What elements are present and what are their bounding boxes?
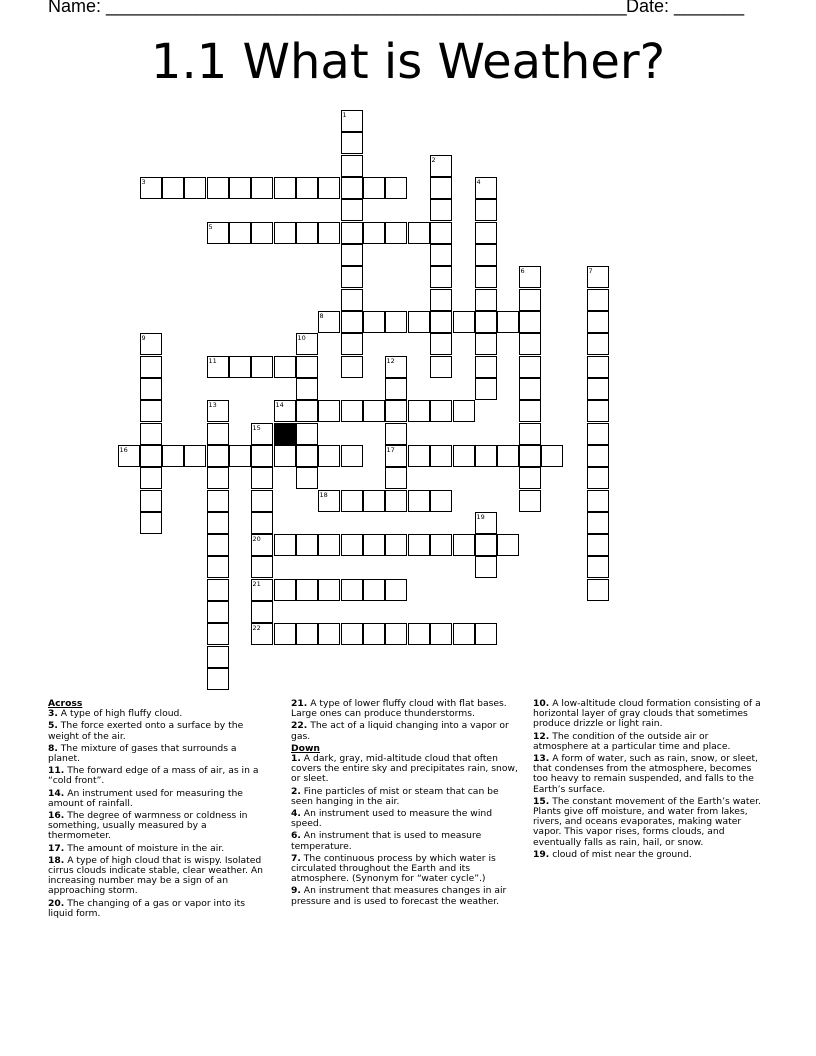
clue-item-text: The degree of warmness or coldness in something, usually measured by a thermometer. (48, 810, 248, 842)
crossword-cell[interactable] (587, 534, 609, 556)
crossword-cell[interactable] (408, 534, 430, 556)
crossword-cell[interactable] (587, 556, 609, 578)
crossword-cell[interactable] (385, 423, 407, 445)
crossword-cell[interactable] (162, 445, 184, 467)
clue-item (291, 886, 521, 906)
crossword-cell[interactable] (385, 445, 407, 467)
crossword-cell[interactable] (587, 289, 609, 311)
crossword-cell[interactable] (587, 467, 609, 489)
clue-item-text: An instrument that is used to measure temperature. (291, 830, 482, 852)
crossword-cell[interactable] (341, 110, 363, 132)
clue-item-text: The mixture of gases that surrounds a planet. (48, 742, 237, 765)
crossword-cell[interactable] (274, 623, 296, 645)
crossword-cell[interactable] (587, 311, 609, 333)
crossword-cell[interactable] (497, 311, 519, 333)
clue-item-number: 22. (291, 720, 308, 732)
clue-item-text: The force exerted onto a surface by the weight of the air. (48, 720, 244, 742)
crossword-cell[interactable] (296, 333, 318, 355)
crossword-cell[interactable] (296, 467, 318, 489)
clue-item-number: 12. (533, 730, 550, 742)
crossword-cell[interactable] (341, 579, 363, 601)
crossword-cell[interactable] (296, 378, 318, 400)
clue-item-text: A form of water, such as rain, snow, or sleet, that condenses from the atmosphere, becomes too heavy to remain suspended, and falls to the Earth’s surface. (533, 753, 758, 795)
crossword-cell[interactable] (341, 356, 363, 378)
crossword-cell[interactable] (251, 601, 273, 623)
crossword-cell[interactable] (341, 311, 363, 333)
crossword-cell[interactable] (587, 423, 609, 445)
crossword-cell[interactable] (341, 177, 363, 199)
clue-item-text: An instrument that measures changes in air pressure and is used to forecast the weather. (291, 885, 507, 907)
crossword-cell[interactable] (140, 356, 162, 378)
name-field-label[interactable]: Name: ____________________________________________________ (48, 0, 627, 16)
clue-item-number: 10. (533, 698, 550, 709)
crossword-cell[interactable] (475, 266, 497, 288)
crossword-cell[interactable] (475, 556, 497, 578)
crossword-cell[interactable] (430, 356, 452, 378)
clue-item (48, 856, 270, 897)
crossword-cell[interactable] (229, 445, 251, 467)
crossword-cell[interactable] (430, 490, 452, 512)
crossword-cell[interactable] (251, 490, 273, 512)
crossword-cell[interactable] (587, 378, 609, 400)
crossword-cell[interactable] (140, 400, 162, 422)
crossword-cell[interactable] (251, 534, 273, 556)
crossword-cell[interactable] (363, 311, 385, 333)
crossword-cell[interactable] (318, 400, 340, 422)
crossword-cell[interactable] (385, 400, 407, 422)
crossword-cell[interactable] (363, 623, 385, 645)
crossword-cell[interactable] (519, 423, 541, 445)
crossword-cell[interactable] (296, 579, 318, 601)
crossword-cell[interactable] (519, 490, 541, 512)
crossword-cell[interactable] (519, 311, 541, 333)
crossword-cell[interactable] (385, 579, 407, 601)
clue-item-text: The constant movement of the Earth’s water. Plants give off moisture, and water from lakes, rivers, and oceans evaporates, making water vapor. This vapor rises, forms clouds, and eventually falls as rain, hail, or snow. (533, 795, 761, 848)
crossword-cell[interactable] (453, 400, 475, 422)
crossword-cell[interactable] (475, 333, 497, 355)
clue-item-number: 20. (48, 897, 65, 909)
crossword-cell[interactable] (274, 579, 296, 601)
crossword-cell[interactable] (475, 378, 497, 400)
clues-column-3 (533, 699, 761, 862)
clue-number: 12 (386, 356, 395, 365)
crossword-cell[interactable] (341, 623, 363, 645)
clue-number: 17 (386, 445, 395, 454)
crossword-cell[interactable] (519, 445, 541, 467)
clue-item (48, 744, 270, 764)
clue-item-text: An instrument used for measuring the amount of rainfall. (48, 787, 243, 809)
crossword-cell[interactable] (140, 467, 162, 489)
crossword-cell[interactable] (475, 222, 497, 244)
crossword-cell[interactable] (274, 177, 296, 199)
clue-item-text: A low-altitude cloud formation consisting of a horizontal layer of gray clouds that sometimes produce drizzle or light rain. (533, 698, 761, 730)
crossword-cell[interactable] (453, 311, 475, 333)
clue-item-text: cloud of mist near the ground. (549, 848, 692, 860)
clue-item (533, 797, 761, 848)
crossword-cell[interactable] (207, 646, 229, 668)
crossword-cell[interactable] (363, 534, 385, 556)
clue-item (48, 899, 270, 919)
clue-item-number: 2. (291, 785, 301, 797)
clue-item-number: 18. (48, 854, 65, 866)
crossword-cell[interactable] (430, 155, 452, 177)
clue-item (291, 809, 521, 829)
crossword-cell[interactable] (430, 199, 452, 221)
crossword-cell[interactable] (318, 222, 340, 244)
crossword-cell[interactable] (251, 579, 273, 601)
clue-item-number: 21. (291, 698, 308, 709)
crossword-cell[interactable] (207, 534, 229, 556)
crossword-cell[interactable] (430, 266, 452, 288)
clue-item-number: 4. (291, 808, 301, 820)
crossword-cell[interactable] (519, 378, 541, 400)
clue-item-number: 5. (48, 720, 58, 732)
crossword-cell[interactable] (207, 400, 229, 422)
crossword-cell[interactable] (430, 289, 452, 311)
down-clue-list (291, 754, 521, 907)
crossword-cell[interactable] (430, 311, 452, 333)
crossword-cell[interactable] (519, 467, 541, 489)
crossword-cell[interactable] (318, 623, 340, 645)
clue-number: 13 (208, 400, 217, 409)
clue-number: 8 (319, 311, 324, 320)
crossword-cell[interactable] (296, 356, 318, 378)
clue-number: 1 (342, 110, 347, 119)
crossword-block (274, 423, 296, 445)
page-title: 1.1 What is Weather? (150, 34, 666, 90)
clue-number: 21 (252, 579, 261, 588)
crossword-cell[interactable] (341, 490, 363, 512)
crossword-cell[interactable] (385, 356, 407, 378)
clue-number: 19 (476, 512, 485, 521)
clue-item (48, 811, 270, 842)
crossword-cell[interactable] (140, 177, 162, 199)
clue-number: 16 (119, 445, 128, 454)
crossword-cell[interactable] (587, 333, 609, 355)
crossword-cell[interactable] (453, 623, 475, 645)
crossword-cell[interactable] (408, 623, 430, 645)
crossword-cell[interactable] (251, 623, 273, 645)
crossword-cell[interactable] (274, 356, 296, 378)
crossword-cell[interactable] (140, 512, 162, 534)
clue-item-number: 15. (533, 795, 550, 807)
clue-item-text: The amount of moisture in the air. (64, 842, 225, 854)
crossword-cell[interactable] (341, 333, 363, 355)
clue-item-text: Fine particles of mist or steam that can be seen hanging in the air. (291, 785, 499, 807)
crossword-cell[interactable] (519, 333, 541, 355)
crossword-cell[interactable] (475, 623, 497, 645)
crossword-cell[interactable] (207, 423, 229, 445)
clue-item-number: 11. (48, 765, 65, 777)
clue-number: 4 (476, 177, 481, 186)
crossword-cell[interactable] (318, 534, 340, 556)
crossword-cell[interactable] (408, 222, 430, 244)
clue-item (291, 699, 521, 719)
crossword-cell[interactable] (475, 177, 497, 199)
crossword-cell[interactable] (207, 356, 229, 378)
clue-item-text: The act of a liquid changing into a vapor or gas. (291, 720, 509, 742)
clue-item-text: A type of lower fluffy cloud with flat bases. Large ones can produce thunderstorms. (291, 698, 507, 720)
crossword-cell[interactable] (385, 534, 407, 556)
crossword-cell[interactable] (385, 378, 407, 400)
crossword-cell[interactable] (430, 623, 452, 645)
clue-item-number: 1. (291, 753, 301, 765)
crossword-cell[interactable] (587, 512, 609, 534)
clue-item-number: 3. (48, 708, 58, 720)
crossword-cell[interactable] (475, 199, 497, 221)
crossword-cell[interactable] (207, 668, 229, 690)
clue-item (533, 699, 761, 730)
crossword-cell[interactable] (363, 490, 385, 512)
crossword-cell[interactable] (207, 445, 229, 467)
crossword-cell[interactable] (341, 445, 363, 467)
crossword-cell[interactable] (296, 177, 318, 199)
crossword-cell[interactable] (184, 445, 206, 467)
crossword-cell[interactable] (274, 534, 296, 556)
down-clue-list-continued (533, 699, 761, 860)
clue-item (533, 754, 761, 795)
crossword-cell[interactable] (587, 490, 609, 512)
crossword-cell[interactable] (140, 445, 162, 467)
clue-number: 18 (319, 490, 328, 499)
crossword-cell[interactable] (341, 244, 363, 266)
crossword-cell[interactable] (497, 534, 519, 556)
crossword-cell[interactable] (341, 222, 363, 244)
crossword-cell[interactable] (475, 356, 497, 378)
clue-number: 11 (208, 356, 217, 365)
crossword-cell[interactable] (363, 579, 385, 601)
clue-number: 20 (252, 534, 261, 543)
crossword-cell[interactable] (229, 356, 251, 378)
date-field-label[interactable]: Date: _______ (626, 0, 745, 16)
clue-item-number: 8. (48, 742, 58, 754)
crossword-cell[interactable] (408, 400, 430, 422)
crossword-cell[interactable] (207, 556, 229, 578)
clue-item-number: 14. (48, 787, 65, 799)
clue-number: 5 (208, 222, 213, 231)
clue-number: 15 (252, 423, 261, 432)
clue-number: 22 (252, 623, 261, 632)
clue-item-number: 16. (48, 810, 65, 822)
crossword-cell[interactable] (251, 177, 273, 199)
clue-number: 2 (431, 155, 436, 164)
crossword-cell[interactable] (207, 579, 229, 601)
crossword-cell[interactable] (140, 423, 162, 445)
crossword-cell[interactable] (274, 445, 296, 467)
clue-item (291, 721, 521, 741)
crossword-cell[interactable] (341, 289, 363, 311)
clues-column-2 (291, 699, 521, 909)
crossword-cell[interactable] (385, 177, 407, 199)
crossword-cell[interactable] (207, 467, 229, 489)
crossword-cell[interactable] (207, 490, 229, 512)
crossword-cell[interactable] (251, 445, 273, 467)
crossword-cell[interactable] (519, 356, 541, 378)
clue-item (48, 721, 270, 741)
crossword-cell[interactable] (587, 356, 609, 378)
crossword-cell[interactable] (207, 177, 229, 199)
clue-item (48, 766, 270, 786)
crossword-cell[interactable] (229, 177, 251, 199)
clue-item-text: A dark, gray, mid-altitude cloud that often covers the entire sky and precipitates rain, snow, or sleet. (291, 753, 518, 785)
crossword-cell[interactable] (363, 400, 385, 422)
clue-item-number: 9. (291, 885, 301, 897)
crossword-cell[interactable] (184, 177, 206, 199)
crossword-cell[interactable] (140, 333, 162, 355)
crossword-cell[interactable] (140, 378, 162, 400)
crossword-cell[interactable] (385, 490, 407, 512)
crossword-cell[interactable] (140, 490, 162, 512)
crossword-cell[interactable] (408, 490, 430, 512)
clue-item-text: A type of high cloud that is wispy. Isolated cirrus clouds indicate stable, clear weather. An increasing number may be a sign of an approaching storm. (48, 854, 263, 897)
crossword-cell[interactable] (207, 222, 229, 244)
crossword-cell[interactable] (453, 445, 475, 467)
crossword-cell[interactable] (430, 400, 452, 422)
crossword-cell[interactable] (430, 333, 452, 355)
crossword-cell[interactable] (475, 445, 497, 467)
across-clue-list-continued (291, 699, 521, 742)
clue-item-text: The changing of a gas or vapor into its liquid form. (48, 897, 245, 919)
crossword-cell[interactable] (318, 579, 340, 601)
crossword-cell[interactable] (430, 222, 452, 244)
crossword-cell[interactable] (296, 400, 318, 422)
clue-number: 9 (141, 333, 146, 342)
clue-item-text: The continuous process by which water is circulated throughout the Earth and its atmosphere. (Synonym for “water cycle”.) (291, 852, 496, 885)
crossword-cell[interactable] (207, 623, 229, 645)
clue-item-text: A type of high fluffy cloud. (57, 708, 183, 720)
crossword-cell[interactable] (318, 311, 340, 333)
crossword-cell[interactable] (296, 534, 318, 556)
crossword-cell[interactable] (251, 556, 273, 578)
crossword-cell[interactable] (497, 445, 519, 467)
crossword-cell[interactable] (341, 155, 363, 177)
crossword-cell[interactable] (385, 311, 407, 333)
clue-number: 6 (520, 266, 525, 275)
crossword-cell[interactable] (341, 199, 363, 221)
clue-item (533, 850, 761, 860)
crossword-cell[interactable] (274, 400, 296, 422)
crossword-cell[interactable] (251, 423, 273, 445)
crossword-cell[interactable] (519, 400, 541, 422)
crossword-cell[interactable] (541, 445, 563, 467)
clue-item (291, 831, 521, 851)
crossword-cell[interactable] (207, 512, 229, 534)
crossword-cell[interactable] (251, 222, 273, 244)
crossword-cell[interactable] (296, 423, 318, 445)
crossword-cell[interactable] (475, 244, 497, 266)
crossword-cell[interactable] (408, 445, 430, 467)
clues-column-1 (48, 699, 270, 921)
crossword-cell[interactable] (207, 601, 229, 623)
crossword-cell[interactable] (587, 579, 609, 601)
down-heading: Down (291, 742, 320, 754)
crossword-cell[interactable] (475, 289, 497, 311)
crossword-cell[interactable] (363, 222, 385, 244)
crossword-cell[interactable] (341, 534, 363, 556)
crossword-cell[interactable] (587, 266, 609, 288)
clue-number: 7 (588, 266, 593, 275)
crossword-cell[interactable] (118, 445, 140, 467)
clue-item (291, 787, 521, 807)
crossword-cell[interactable] (385, 222, 407, 244)
crossword-cell[interactable] (475, 512, 497, 534)
clue-item-text: The condition of the outside air or atmosphere at a particular time and place. (533, 730, 731, 752)
crossword-cell[interactable] (251, 512, 273, 534)
crossword-cell[interactable] (341, 132, 363, 154)
clue-number: 10 (297, 333, 306, 342)
crossword-cell[interactable] (229, 222, 251, 244)
crossword-cell[interactable] (385, 623, 407, 645)
clue-item (291, 854, 521, 885)
crossword-cell[interactable] (430, 445, 452, 467)
crossword-cell[interactable] (430, 177, 452, 199)
crossword-cell[interactable] (587, 400, 609, 422)
clue-item-text: An instrument used to measure the wind speed. (291, 808, 493, 830)
clue-item (48, 709, 270, 719)
clue-item (48, 844, 270, 854)
clue-item-text: The forward edge of a mass of air, as in a “cold front”. (48, 765, 259, 787)
crossword-cell[interactable] (385, 467, 407, 489)
crossword-cell[interactable] (475, 311, 497, 333)
crossword-cell[interactable] (587, 445, 609, 467)
crossword-cell[interactable] (318, 490, 340, 512)
crossword-cell[interactable] (251, 356, 273, 378)
clue-item-number: 7. (291, 852, 301, 864)
crossword-cell[interactable] (341, 400, 363, 422)
crossword-cell[interactable] (519, 266, 541, 288)
crossword-cell[interactable] (408, 311, 430, 333)
crossword-cell[interactable] (296, 445, 318, 467)
clue-number: 14 (275, 400, 284, 409)
clue-item-number: 6. (291, 830, 301, 842)
crossword-cell[interactable] (274, 222, 296, 244)
clue-item-number: 13. (533, 753, 550, 765)
crossword-cell[interactable] (318, 445, 340, 467)
crossword-cell[interactable] (251, 467, 273, 489)
crossword-cell[interactable] (519, 289, 541, 311)
crossword-cell[interactable] (162, 177, 184, 199)
across-clue-list (48, 709, 270, 919)
crossword-cell[interactable] (296, 222, 318, 244)
clue-item-number: 19. (533, 848, 550, 860)
crossword-cell[interactable] (363, 177, 385, 199)
across-heading: Across (48, 698, 83, 709)
clue-item (533, 732, 761, 752)
crossword-cell[interactable] (430, 534, 452, 556)
clue-number: 3 (141, 177, 146, 186)
clue-item (291, 754, 521, 785)
crossword-cell[interactable] (318, 177, 340, 199)
clue-item-number: 17. (48, 842, 65, 854)
crossword-cell[interactable] (453, 534, 475, 556)
clue-item (48, 789, 270, 809)
crossword-cell[interactable] (430, 244, 452, 266)
crossword-cell[interactable] (296, 623, 318, 645)
crossword-cell[interactable] (341, 266, 363, 288)
crossword-cell[interactable] (475, 534, 497, 556)
